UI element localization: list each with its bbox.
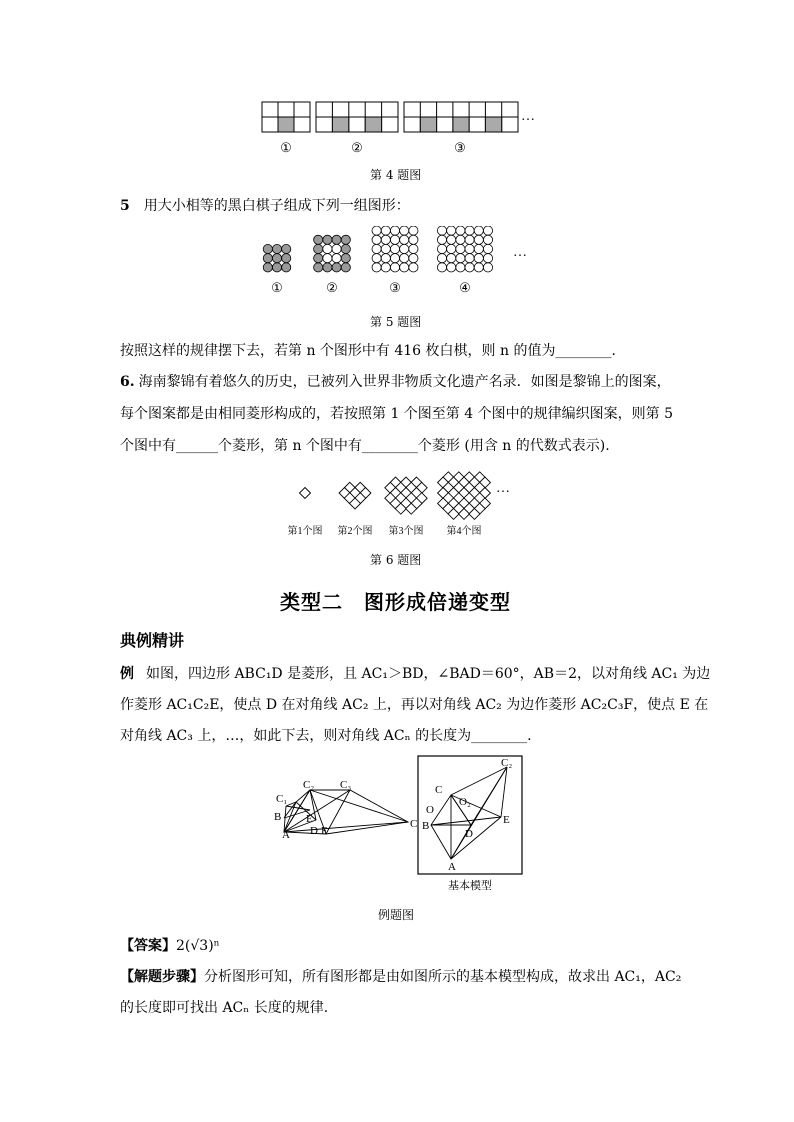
fig6-ellipsis: …	[496, 481, 510, 496]
chess-piece	[447, 263, 456, 272]
chess-piece	[483, 263, 492, 272]
fig5-label-4: ④	[459, 280, 471, 295]
chess-piece	[409, 244, 418, 253]
chess-piece	[372, 226, 381, 235]
chess-piece	[332, 263, 341, 272]
chess-piece	[263, 254, 272, 263]
q6-line-2: 每个图案都是由相同菱形构成的，若按照第 1 个图至第 4 个图中的规律编织图案，则第 5	[120, 406, 673, 422]
chess-piece	[465, 263, 474, 272]
chess-piece	[409, 263, 418, 272]
chess-piece	[314, 254, 323, 263]
fig4-ellipsis: …	[521, 109, 535, 124]
left-point-C: C	[410, 818, 418, 830]
chess-piece	[437, 226, 446, 235]
answer-value: 2(√3)ⁿ	[176, 938, 220, 954]
chess-piece	[390, 235, 399, 244]
chess-piece	[400, 254, 409, 263]
figure-6	[278, 462, 518, 542]
chess-piece	[272, 254, 281, 263]
fig5-label-3: ③	[389, 280, 401, 295]
q5-after-text: 按照这样的规律摆下去，若第 n 个图形中有 416 枚白棋，则 n 的值为________.	[120, 343, 616, 359]
chess-piece	[409, 254, 418, 263]
right-fig-caption: 基本模型	[448, 880, 492, 892]
left-point-A: A	[282, 829, 290, 841]
right-point-C2: C₂	[501, 757, 513, 769]
chess-piece	[483, 235, 492, 244]
chess-piece	[465, 244, 474, 253]
chess-piece	[390, 226, 399, 235]
example-figure-left	[270, 772, 420, 842]
fig6-label-4: 第4个图	[446, 526, 482, 537]
chess-piece	[409, 235, 418, 244]
example-label: 例	[120, 666, 134, 682]
fig5-ellipsis: …	[513, 245, 527, 260]
chess-piece	[456, 235, 465, 244]
chess-piece	[323, 254, 332, 263]
chess-piece	[272, 263, 281, 272]
chess-piece	[447, 254, 456, 263]
chess-piece	[447, 235, 456, 244]
chess-piece	[263, 244, 272, 253]
chess-piece	[341, 263, 350, 272]
chess-piece	[282, 254, 291, 263]
right-point-B: B	[422, 820, 430, 832]
fig4-caption: 第 4 题图	[370, 168, 422, 182]
chess-piece	[332, 235, 341, 244]
chess-piece	[447, 226, 456, 235]
section-title: 类型二 图形成倍递变型	[280, 590, 511, 614]
example-line-1: 例 如图，四边形 ABC₁D 是菱形，且 AC₁＞BD，∠BAD＝60°，AB＝2，以对角线 AC₁ 为边	[120, 666, 711, 682]
steps-line-1: 【解题步骤】分析图形可知，所有图形都是由如图所示的基本模型构成，故求出 AC₁，AC₂	[120, 969, 682, 985]
left-point-F: F	[321, 825, 328, 837]
chess-piece	[474, 235, 483, 244]
left-point-C1: C₁	[276, 793, 288, 805]
chess-piece	[282, 244, 291, 253]
q5-text: 用大小相等的黑白棋子组成下列一组图形：	[143, 198, 410, 214]
q6-line-1: 6. 海南黎锦有着悠久的历史，已被列入世界非物质文化遗产名录．如图是黎锦上的图案，	[120, 374, 671, 390]
chess-piece	[332, 254, 341, 263]
chess-piece	[456, 254, 465, 263]
chess-piece	[390, 263, 399, 272]
answer-line	[120, 936, 220, 956]
chess-piece	[341, 235, 350, 244]
chess-piece	[390, 254, 399, 263]
fig6-label-2: 第2个图	[337, 526, 373, 537]
chess-piece	[465, 254, 474, 263]
rhombus	[300, 488, 311, 499]
chess-piece	[447, 244, 456, 253]
fig4-label-3: ③	[454, 140, 466, 155]
chess-piece	[437, 235, 446, 244]
right-point-D: D	[465, 828, 473, 840]
chess-piece	[400, 263, 409, 272]
chess-piece	[272, 244, 281, 253]
chess-piece	[474, 263, 483, 272]
chess-piece	[372, 263, 381, 272]
chess-piece	[372, 244, 381, 253]
chess-piece	[314, 263, 323, 272]
chess-piece	[437, 244, 446, 253]
chess-piece	[465, 235, 474, 244]
figure-4	[255, 98, 545, 158]
right-point-O2: O₂	[459, 796, 471, 808]
fig5-caption: 第 5 题图	[370, 315, 422, 329]
figure-5	[255, 226, 545, 298]
chess-piece	[400, 226, 409, 235]
steps-label: 【解题步骤】	[120, 969, 204, 985]
left-point-E: E	[306, 813, 313, 825]
answer-label: 【答案】	[120, 938, 176, 954]
chess-piece	[456, 263, 465, 272]
left-point-B: B	[274, 811, 282, 823]
chess-piece	[483, 226, 492, 235]
chess-piece	[474, 226, 483, 235]
chess-piece	[323, 244, 332, 253]
chess-piece	[282, 263, 291, 272]
chess-piece	[332, 244, 341, 253]
chess-piece	[372, 254, 381, 263]
chess-piece	[456, 244, 465, 253]
q5-text-line	[120, 196, 410, 216]
chess-piece	[437, 263, 446, 272]
chess-piece	[314, 244, 323, 253]
chess-piece	[483, 254, 492, 263]
chess-piece	[314, 235, 323, 244]
left-point-D: D	[310, 825, 318, 837]
example-line-2: 作菱形 AC₁C₂E，使点 D 在对角线 AC₂ 上，再以对角线 AC₂ 为边作菱形 AC₂C₃F，使点 E 在	[120, 697, 709, 713]
fig4-label-1: ①	[280, 140, 292, 155]
chess-piece	[381, 226, 390, 235]
chess-piece	[483, 244, 492, 253]
chess-piece	[437, 254, 446, 263]
chess-piece	[474, 254, 483, 263]
q6-line-3: 个图中有______个菱形，第 n 个图中有________个菱形 (用含 n 的代数式表示).	[120, 438, 610, 454]
right-point-A: A	[448, 861, 456, 873]
right-point-C: C	[435, 784, 443, 796]
chess-piece	[409, 226, 418, 235]
chess-piece	[381, 244, 390, 253]
example-line-3: 对角线 AC₃ 上，…，如此下去，则对角线 ACₙ 的长度为________.	[120, 728, 532, 744]
left-point-C3: C₃	[340, 779, 352, 791]
chess-piece	[474, 244, 483, 253]
chess-piece	[381, 254, 390, 263]
subsection-title: 典例精讲	[120, 631, 185, 650]
chess-piece	[390, 244, 399, 253]
fig5-label-1: ①	[271, 280, 283, 295]
q6-number: 6.	[120, 374, 135, 390]
fig6-label-1: 第1个图	[287, 526, 323, 537]
right-point-E: E	[503, 814, 510, 826]
left-point-C2: C₂	[303, 779, 315, 791]
example-caption: 例题图	[378, 908, 415, 922]
chess-piece	[341, 244, 350, 253]
chess-piece	[263, 263, 272, 272]
example-figure-right	[417, 755, 523, 895]
chess-piece	[323, 263, 332, 272]
chess-piece	[456, 226, 465, 235]
chess-piece	[400, 235, 409, 244]
steps-line-2: 的长度即可找出 ACₙ 长度的规律.	[120, 1000, 329, 1016]
chess-piece	[341, 254, 350, 263]
chess-piece	[381, 263, 390, 272]
chess-piece	[465, 226, 474, 235]
fig6-label-3: 第3个图	[388, 526, 424, 537]
right-point-O: O	[426, 804, 434, 816]
fig4-label-2: ②	[351, 140, 363, 155]
chess-piece	[381, 235, 390, 244]
chess-piece	[323, 235, 332, 244]
chess-piece	[400, 244, 409, 253]
fig6-caption: 第 6 题图	[370, 553, 422, 567]
fig5-label-2: ②	[326, 280, 338, 295]
chess-piece	[372, 235, 381, 244]
q5-number: 5	[120, 198, 130, 214]
